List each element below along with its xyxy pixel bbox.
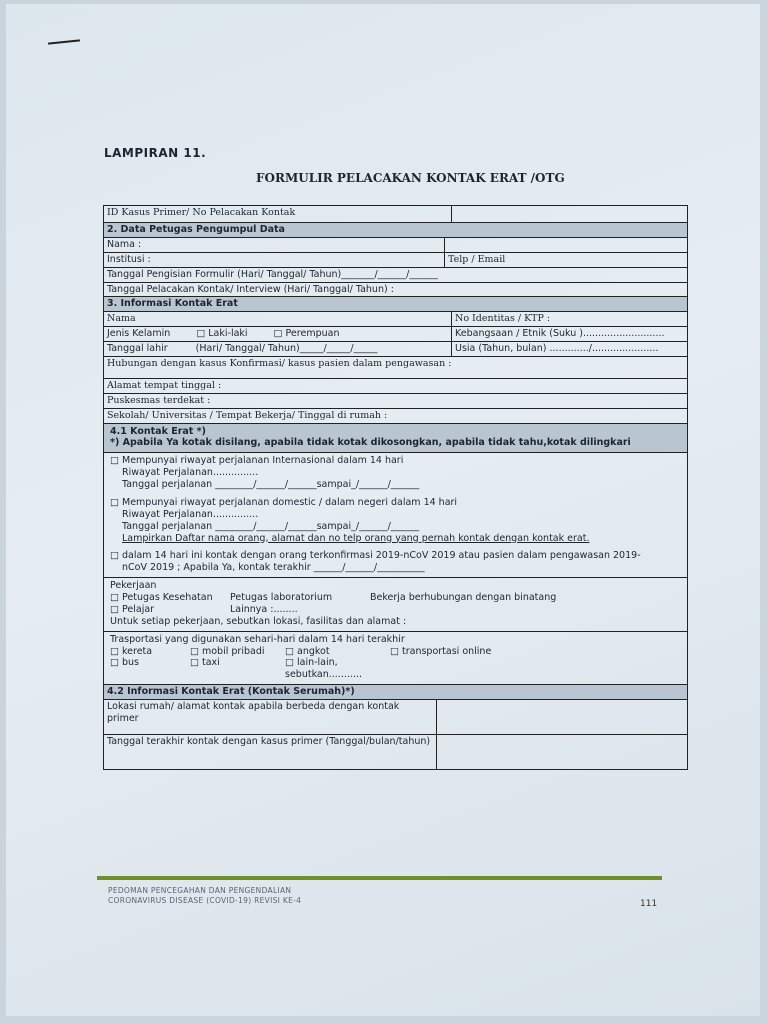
footer-caption (108, 886, 301, 906)
jenis-kelamin-group (104, 327, 451, 341)
petugas-kesehatan-checkbox[interactable]: □ Petugas Kesehatan (110, 592, 213, 603)
section-41-note: *) Apabila Ya kotak disilang, apabila tidak kotak dikosongkan, apabila tidak tahu,kotak dilingkari (110, 437, 631, 449)
tgl-perjalanan-dom-field[interactable]: Tanggal perjalanan ________/______/______sampai_/______/______ (122, 520, 420, 532)
sekolah-field[interactable]: Sekolah/ Universitas / Tempat Bekerja/ Tinggal di rumah : (103, 409, 688, 424)
hubungan-field[interactable]: Hubungan dengan kasus Konfirmasi/ kasus pasien dalam pengawasan : (103, 357, 688, 379)
tgl-pelacakan-field[interactable]: Tanggal Pelacakan Kontak/ Interview (Hari/ Tanggal/ Tahun) : (103, 283, 688, 298)
telp-email-field[interactable]: Telp / Email (444, 253, 687, 267)
tgl-lahir-row (103, 342, 688, 357)
nama3-row (103, 312, 688, 327)
transportasi-options-row1 (110, 646, 681, 658)
riwayat-dom-field[interactable]: Riwayat Perjalanan............... (122, 508, 259, 520)
mobil-checkbox[interactable]: □ mobil pribadi (190, 645, 265, 657)
tgl-perjalanan-intl-field[interactable]: Tanggal perjalanan ________/______/______sampai_/______/______ (122, 479, 420, 490)
section-41-title: 4.1 Kontak Erat *) (110, 425, 206, 437)
pekerjaan-options-row2 (110, 604, 681, 616)
lampiran-label: LAMPIRAN 11. (104, 146, 207, 160)
transportasi-options-row2 (110, 657, 681, 681)
pen-mark (48, 39, 80, 44)
intl-travel-checkbox[interactable]: □ Mempunyai riwayat perjalanan Internasional dalam 14 hari (110, 455, 404, 467)
nama-extra-field[interactable] (444, 238, 687, 252)
lokasi-rumah-field[interactable] (436, 700, 687, 734)
lampirkan-note: Lampirkan Daftar nama orang, alamat dan no telp orang yang pernah kontak dengan kontak erat. (122, 532, 590, 544)
page-number: 111 (640, 899, 658, 909)
footer-divider (97, 876, 662, 880)
tgl-lahir-group (104, 342, 451, 356)
tgl-pengisian-field[interactable]: Tanggal Pengisian Formulir (Hari/ Tanggal/ Tahun)_______/______/______ (103, 268, 688, 283)
bekerja-binatang-option[interactable]: Bekerja berhubungan dengan binatang (370, 592, 557, 603)
tgl-terakhir-label: Tanggal terakhir kontak dengan kasus primer (Tanggal/bulan/tahun) (107, 736, 431, 747)
pelajar-checkbox[interactable]: □ Pelajar (110, 603, 155, 615)
untuk-setiap-field[interactable]: Untuk setiap pekerjaan, sebutkan lokasi, fasilitas dan alamat : (110, 615, 407, 627)
id-kasus-field[interactable] (451, 206, 687, 222)
section-41-header (103, 424, 688, 454)
contact-tracing-form (103, 205, 688, 770)
tgl-lahir-field[interactable]: (Hari/ Tanggal/ Tahun)_____/_____/_____ (195, 343, 378, 354)
perempuan-checkbox[interactable]: □ Perempuan (273, 328, 340, 340)
id-kasus-label: ID Kasus Primer/ No Pelacakan Kontak (107, 207, 296, 218)
institusi-field[interactable]: Institusi : (107, 253, 151, 265)
petugas-lab-option[interactable]: Petugas laboratorium (230, 592, 333, 603)
bus-checkbox[interactable]: □ bus (110, 657, 139, 669)
alamat-field[interactable]: Alamat tempat tinggal : (103, 379, 688, 394)
lainnya-field[interactable]: Lainnya :........ (230, 603, 298, 615)
lokasi-rumah-label: Lokasi rumah/ alamat kontak apabila berbeda dengan kontak primer (107, 701, 400, 724)
kebangsaan-field[interactable]: Kebangsaan / Etnik (Suku )........................... (451, 327, 687, 341)
section-42-header: 4.2 Informasi Kontak Erat (Kontak Serumah)*) (103, 685, 688, 700)
dom-travel-checkbox[interactable]: □ Mempunyai riwayat perjalanan domestic / dalam negeri dalam 14 hari (110, 496, 458, 508)
section-2-header: 2. Data Petugas Pengumpul Data (103, 223, 688, 238)
laki-checkbox[interactable]: □ Laki-laki (196, 328, 248, 340)
kontak-terakhir-field[interactable]: nCoV 2019 ; Apabila Ya, kontak terakhir ______/______/__________ (122, 562, 425, 574)
institusi-row (103, 253, 688, 268)
jenis-kelamin-label: Jenis Kelamin (107, 328, 171, 340)
nama-row (103, 238, 688, 253)
pekerjaan-options-row1 (110, 592, 681, 604)
tgl-terakhir-row (103, 735, 688, 770)
angkot-checkbox[interactable]: □ angkot (285, 645, 330, 657)
nama-kontak-field[interactable]: Nama (107, 313, 136, 325)
nama-field[interactable]: Nama : (107, 238, 142, 250)
puskesmas-field[interactable]: Puskesmas terdekat : (103, 394, 688, 409)
kontak-terkonfirmasi-checkbox[interactable]: □ dalam 14 hari ini kontak dengan orang terkonfirmasi 2019-nCoV 2019 atau pasien dalam pengawasan 2019- (110, 550, 641, 562)
id-kasus-row (103, 205, 688, 223)
usia-field[interactable]: Usia (Tahun, bulan) ............./...................... (451, 342, 687, 356)
taxi-checkbox[interactable]: □ taxi (190, 657, 220, 669)
footer-line-1: PEDOMAN PENCEGAHAN DAN PENGENDALIAN (108, 886, 292, 895)
lain-lain-checkbox[interactable]: □ lain-lain, sebutkan........... (285, 657, 362, 681)
transportasi-block (103, 632, 688, 686)
lokasi-rumah-row (103, 700, 688, 735)
pekerjaan-block (103, 578, 688, 632)
tgl-lahir-label: Tanggal lahir (107, 343, 168, 354)
tgl-terakhir-field[interactable] (436, 735, 687, 769)
footer-line-2: CORONAVIRUS DISEASE (COVID-19) REVISI KE-4 (108, 896, 302, 906)
no-identitas-field[interactable]: No Identitas / KTP : (451, 312, 687, 326)
section-3-header: 3. Informasi Kontak Erat (103, 297, 688, 312)
online-checkbox[interactable]: □ transportasi online (390, 645, 492, 657)
riwayat-intl-field[interactable]: Riwayat Perjalanan............... (122, 467, 259, 479)
jenis-kelamin-row (103, 327, 688, 342)
form-title: FORMULIR PELACAKAN KONTAK ERAT /OTG (256, 171, 565, 185)
transportasi-label: Trasportasi yang digunakan sehari-hari dalam 14 hari terakhir (110, 633, 405, 645)
kereta-checkbox[interactable]: □ kereta (110, 645, 153, 657)
pekerjaan-label: Pekerjaan (110, 580, 157, 592)
travel-block (103, 453, 688, 578)
